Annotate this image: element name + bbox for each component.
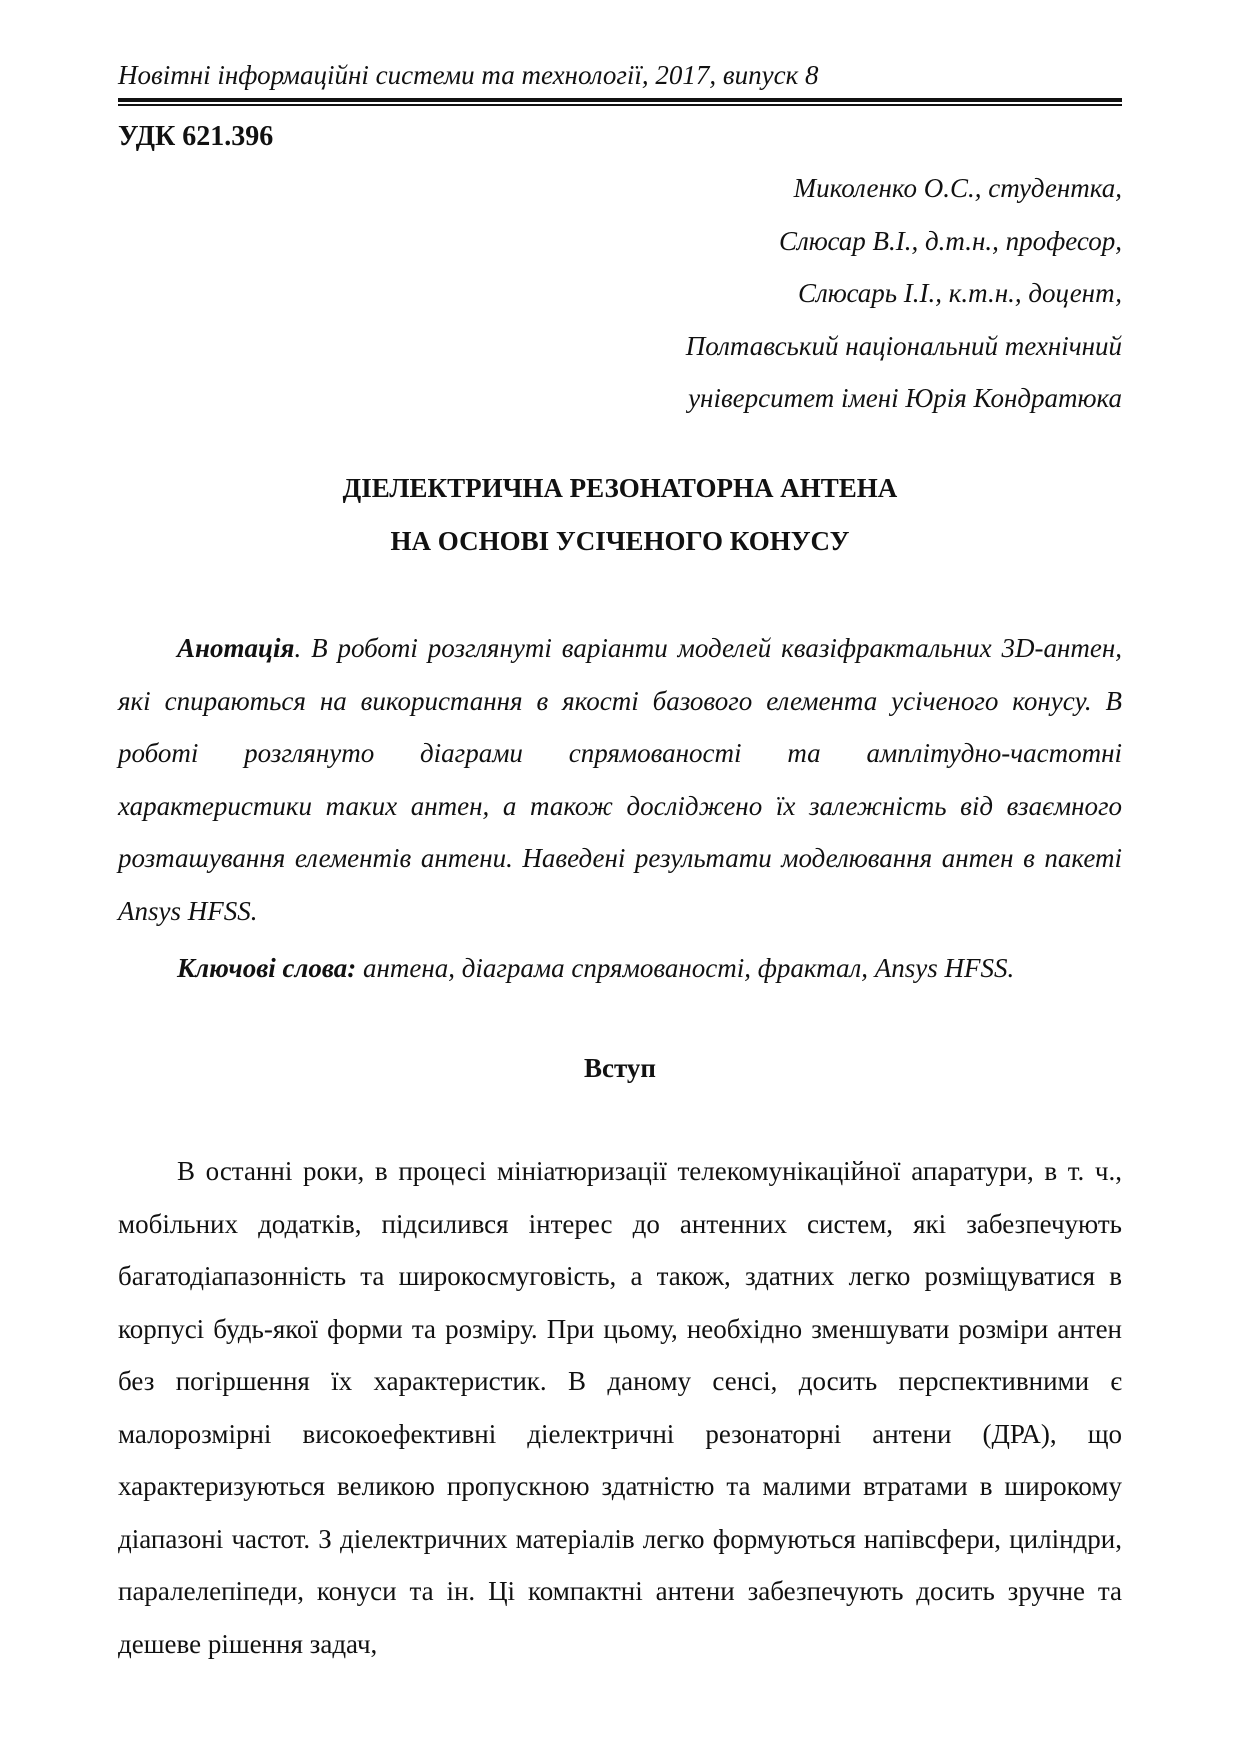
section-heading-intro: Вступ (584, 1053, 656, 1083)
affiliation-line: Полтавський національний технічний (685, 330, 1122, 361)
abstract-text: . В роботі розглянуті варіанти моделей квазіфрактальних 3D-антен, які спираються на використання в якості базового елемента усіченого конусу. В роботі розглянуто діаграми спрямованості та амплітудно-частотні характеристики таких антен, а також досліджено їх залежність від взаємного розташування елементів антени. Наведені результати моделювання антен в пакеті Ansys HFSS. (118, 633, 1122, 926)
paper-title-line-2: НА ОСНОВІ УСІЧЕНОГО КОНУСУ (390, 525, 850, 556)
author-line: Слюсарь І.І., к.т.н., доцент, (798, 278, 1122, 308)
author-block (422, 168, 1122, 431)
author-line: Слюсар В.І., д.т.н., професор, (779, 225, 1122, 256)
header-rule-thin (118, 104, 1122, 106)
abstract-label: Анотація (177, 633, 295, 663)
header-rule-thick (118, 98, 1122, 102)
keywords-text: антена, діаграма спрямованості, фрактал, Ansys HFSS. (356, 953, 1015, 983)
udc-code: УДК 621.396 (118, 121, 274, 152)
abstract-paragraph (118, 622, 1122, 937)
paper-title-line-1: ДІЕЛЕКТРИЧНА РЕЗОНАТОРНА АНТЕНА (342, 473, 898, 503)
running-head: Новітні інформаційні системи та технології, 2017, випуск 8 (118, 60, 819, 90)
intro-paragraph: В останні роки, в процесі мініатюризації телекомунікаційної апаратури, в т. ч., мобільних додатків, підсилився інтерес до антенних систем, які забезпечують багатодіапазонність та широкосмуговість, а також, здатних легко розміщуватися в корпусі будь-якої форми та розміру. При цьому, необхідно зменшувати розміри антен без погіршення їх характеристик. В даному сенсі, досить перспективними є малорозмірні високоефективні діелектричні резонаторні антени (ДРА), що характеризуються великою пропускною здатністю та малими втратами в широкому діапазоні частот. З діелектричних матеріалів легко формуються напівсфери, циліндри, паралелепіпеди, конуси та ін. Ці компактні антени забезпечують досить зручне та дешеве рішення задач, (118, 1156, 1122, 1659)
paper-title (118, 468, 1122, 573)
affiliation-line: університет імені Юрія Кондратюка (688, 383, 1122, 413)
keywords-paragraph (118, 948, 1122, 988)
author-line: Миколенко О.С., студентка, (793, 173, 1122, 203)
keywords-label: Ключові слова: (177, 953, 357, 983)
